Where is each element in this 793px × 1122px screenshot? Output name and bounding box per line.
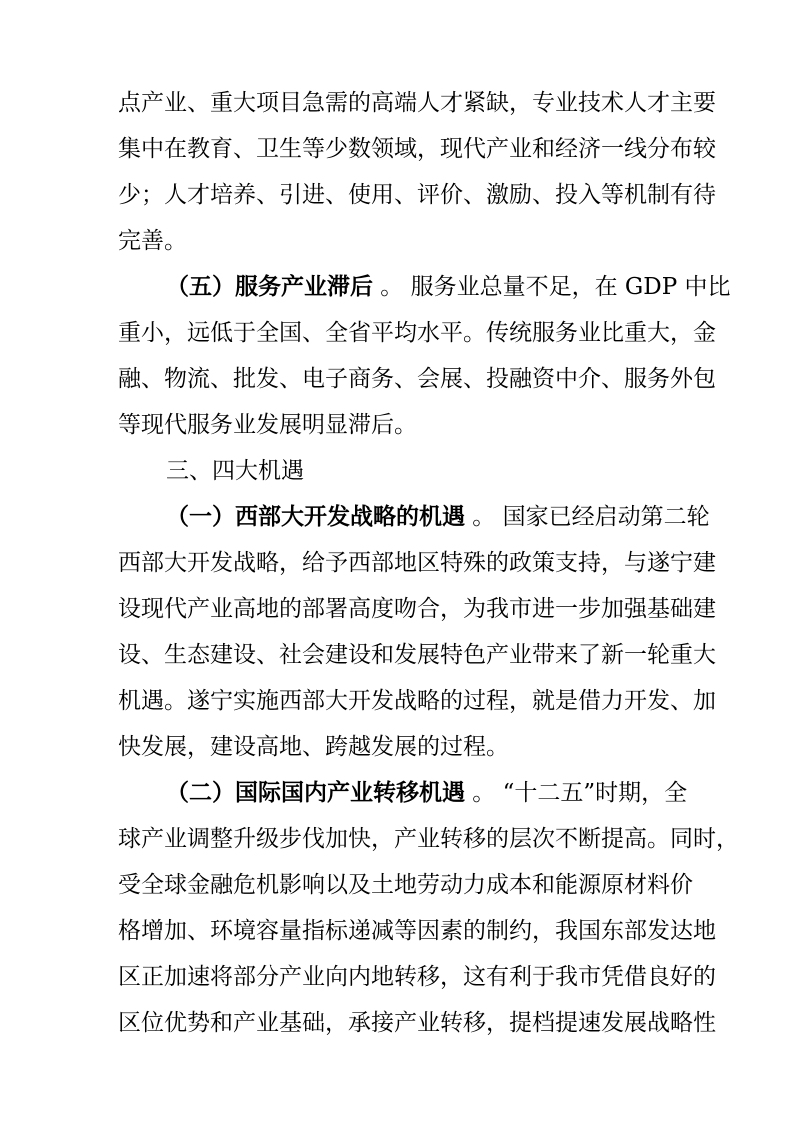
body-line [118, 686, 716, 716]
body-line [118, 410, 678, 440]
section-heading: （一）西部大开发战略的机遇 [166, 503, 465, 530]
body-line [118, 870, 693, 900]
line-text: 设、生态建设、社会建设和发展特色产业带来了新一轮重大 [118, 642, 716, 668]
line-text: 融、物流、批发、电子商务、会展、投融资中介、服务外包 [118, 366, 716, 392]
line-text: 受全球金融危机影响以及土地劳动力成本和能源原材料价 [118, 872, 693, 898]
line-text: 设现代产业高地的部署高度吻合，为我市进一步加强基础建 [118, 596, 716, 622]
line-text: 西部大开发战略，给予西部地区特殊的政策支持，与遂宁建 [118, 550, 716, 576]
section-heading: （五）服务产业滞后 [166, 273, 373, 300]
body-line [118, 134, 716, 164]
line-text: 快发展，建设高地、跨越发展的过程。 [118, 734, 509, 760]
body-line [118, 88, 716, 118]
body-line [118, 364, 716, 394]
line-text: 机遇。遂宁实施西部大开发战略的过程，就是借力开发、加 [118, 688, 716, 714]
line-text: 等现代服务业发展明显滞后。 [118, 412, 417, 438]
line-text: 少；人才培养、引进、使用、评价、激励、投入等机制有待 [118, 182, 716, 208]
body-line [118, 548, 716, 578]
line-text: 三、四大机遇 [166, 458, 304, 484]
body-line [118, 318, 716, 348]
body-line [118, 226, 678, 256]
line-text: 。 “十二五”时期，全 [465, 780, 688, 806]
body-line [118, 732, 678, 762]
body-line [118, 640, 716, 670]
line-text: 点产业、重大项目急需的高端人才紧缺，专业技术人才主要 [118, 90, 716, 116]
line-text: 球产业调整升级步伐加快，产业转移的层次不断提高。同时， [118, 826, 739, 852]
chapter-heading [166, 456, 726, 486]
line-text: 。 服务业总量不足，在 GDP 中比 [373, 274, 731, 300]
section-heading: （二）国际国内产业转移机遇 [166, 779, 465, 806]
line-text: 集中在教育、卫生等少数领域，现代产业和经济一线分布较 [118, 136, 716, 162]
line-text: 格增加、环境容量指标递减等因素的制约，我国东部发达地 [118, 918, 716, 944]
body-line [118, 916, 716, 946]
body-line [118, 594, 716, 624]
line-text: 。 国家已经启动第二轮 [465, 504, 710, 530]
section-heading-line [166, 778, 688, 808]
line-text: 完善。 [118, 228, 187, 254]
body-line [118, 180, 716, 210]
body-line [118, 824, 739, 854]
body-line [118, 1008, 716, 1038]
section-heading-line [166, 502, 710, 532]
section-heading-line [166, 272, 731, 302]
line-text: 区位优势和产业基础，承接产业转移，提档提速发展战略性 [118, 1010, 716, 1036]
line-text: 区正加速将部分产业向内地转移，这有利于我市凭借良好的 [118, 964, 716, 990]
body-line [118, 962, 716, 992]
line-text: 重小，远低于全国、全省平均水平。传统服务业比重大，金 [118, 320, 716, 346]
